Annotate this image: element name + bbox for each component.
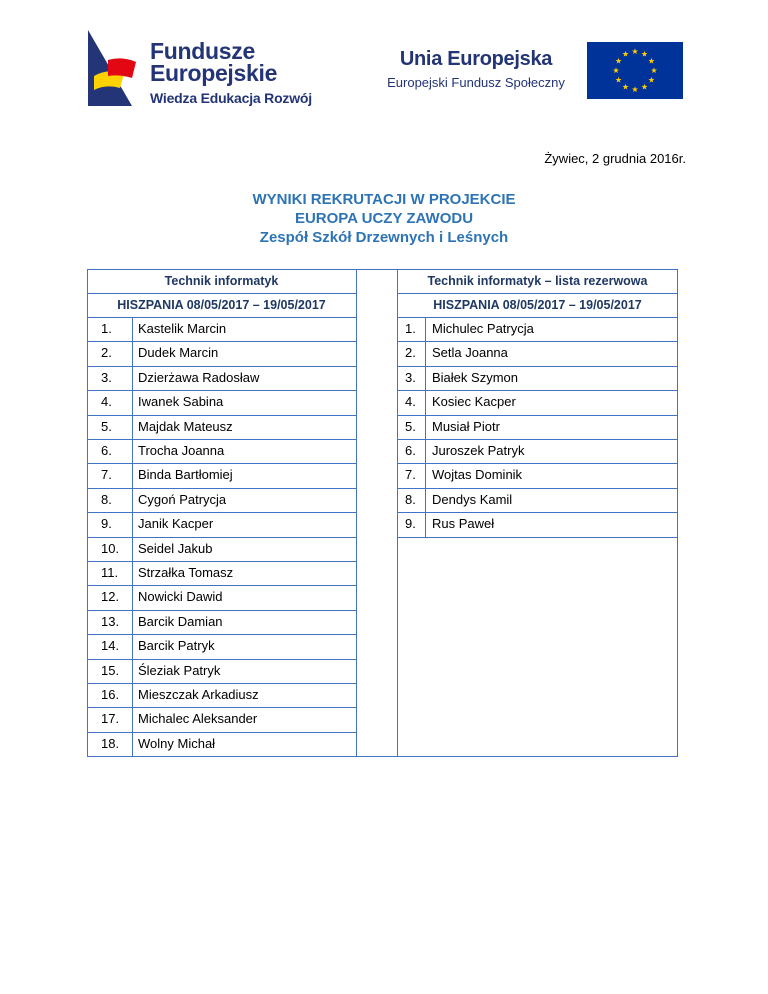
left-row-number: 11. — [101, 565, 119, 580]
right-column-subheader: HISZPANIA 08/05/2017 – 19/05/2017 — [433, 298, 642, 312]
left-row-name: Śleziak Patryk — [138, 662, 221, 678]
right-row-number: 7. — [405, 467, 416, 483]
left-row-number: 2. — [101, 345, 112, 361]
title-line-1: WYNIKI REKRUTACJI W PROJEKCIE — [252, 191, 516, 208]
left-row-name: Cygoń Patrycja — [138, 491, 227, 507]
fe-logo-text — [150, 40, 312, 106]
left-row-name: Michalec Aleksander — [138, 711, 258, 727]
left-row-name: Janik Kacper — [138, 516, 214, 532]
left-row-number: 7. — [101, 467, 112, 483]
fe-logo-line-2: Europejskie — [150, 60, 278, 86]
right-row-number: 9. — [405, 516, 416, 532]
fe-logo-line-3: Wiedza Edukacja Rozwój — [150, 90, 312, 106]
left-row-number: 3. — [101, 369, 112, 385]
left-row-name: Nowicki Dawid — [138, 589, 223, 605]
right-row-name: Wojtas Dominik — [432, 467, 523, 483]
left-row-number: 4. — [101, 394, 112, 410]
eu-flag-icon — [587, 42, 683, 99]
right-row-name: Dendys Kamil — [432, 491, 513, 507]
left-row-number: 14. — [101, 638, 120, 654]
right-row-name: Juroszek Patryk — [432, 443, 525, 458]
title-line-2: EUROPA UCZY ZAWODU — [294, 210, 474, 227]
unia-europejska-logo-text — [374, 48, 578, 90]
left-row-number: 8. — [101, 491, 112, 507]
left-row-number: 5. — [101, 418, 112, 434]
right-row-number: 3. — [405, 369, 416, 385]
left-row-name: Barcik Damian — [138, 613, 223, 629]
right-row-name: Rus Paweł — [432, 516, 495, 532]
ue-logo-subtitle: Europejski Fundusz Społeczny — [387, 75, 565, 90]
fundusze-europejskie-logo — [88, 30, 328, 110]
title-line-3: Zespół Szkół Drzewnych i Leśnych — [259, 229, 509, 246]
right-row-number: 4. — [405, 394, 416, 410]
right-row-number: 2. — [405, 345, 416, 361]
left-row-number: 9. — [101, 516, 112, 532]
left-row-name: Dudek Marcin — [138, 345, 219, 361]
results-table — [87, 269, 678, 757]
ue-logo-title: Unia Europejska — [399, 48, 553, 70]
right-row-number: 8. — [405, 491, 416, 507]
left-row-name: Iwanek Sabina — [138, 394, 224, 410]
left-row-number: 6. — [101, 443, 112, 458]
left-row-number: 18. — [101, 735, 120, 751]
right-column-header: Technik informatyk – lista rezerwowa — [427, 274, 648, 288]
document-date: Żywiec, 2 grudnia 2016r. — [544, 151, 686, 166]
left-row-number: 12. — [101, 589, 120, 605]
left-column-header: Technik informatyk — [164, 274, 279, 288]
right-row-name: Kosiec Kacper — [432, 394, 516, 410]
left-row-name: Trocha Joanna — [138, 443, 225, 458]
fe-logo-line-1: Fundusze — [150, 38, 255, 64]
left-row-name: Seidel Jakub — [138, 540, 213, 556]
document-titles — [0, 190, 768, 247]
right-row-name: Białek Szymon — [432, 369, 518, 385]
right-row-name: Musiał Piotr — [432, 418, 500, 434]
left-row-name: Binda Bartłomiej — [138, 467, 233, 483]
left-row-number: 13. — [101, 613, 120, 629]
right-row-number: 6. — [405, 443, 416, 458]
left-row-name: Wolny Michał — [138, 735, 216, 751]
right-row-number: 5. — [405, 418, 416, 434]
right-row-name: Setla Joanna — [432, 345, 508, 361]
left-row-number: 10. — [101, 540, 120, 556]
right-row-name: Michulec Patrycja — [432, 321, 534, 336]
left-row-number: 16. — [101, 687, 120, 702]
left-column-subheader: HISZPANIA 08/05/2017 – 19/05/2017 — [117, 298, 326, 312]
fe-star-mark-icon — [88, 30, 144, 106]
left-row-name: Strzałka Tomasz — [138, 565, 234, 580]
left-row-number: 17. — [101, 711, 120, 727]
left-row-name: Dzierżawa Radosław — [138, 369, 260, 385]
left-row-name: Kastelik Marcin — [138, 321, 227, 336]
left-row-number: 15. — [101, 662, 120, 678]
left-row-name: Barcik Patryk — [138, 638, 215, 654]
left-row-name: Mieszczak Arkadiusz — [138, 687, 259, 702]
left-row-number: 1. — [101, 321, 112, 336]
left-row-name: Majdak Mateusz — [138, 418, 233, 434]
right-row-number: 1. — [405, 321, 416, 336]
